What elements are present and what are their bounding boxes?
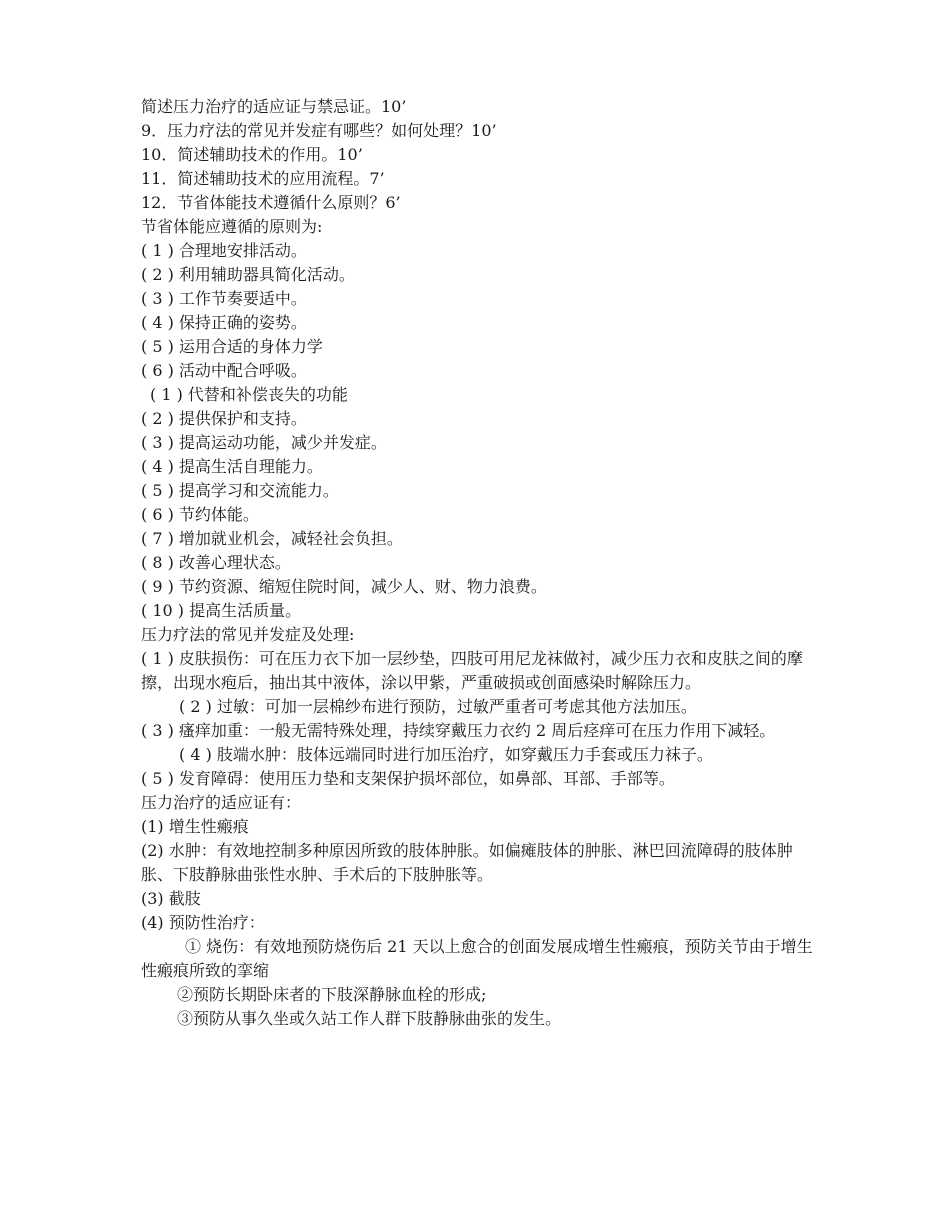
list-item: ( 2 ) 提供保护和支持。 [141, 409, 307, 428]
question-9: 9．压力疗法的常见并发症有哪些？如何处理？10’ [141, 121, 497, 140]
list-item: ( 3 ) 瘙痒加重：一般无需特殊处理，持续穿戴压力衣约 2 周后痉痒可在压力作用下减轻。 [141, 721, 776, 740]
list-item: ( 7 ) 增加就业机会，减轻社会负担。 [141, 529, 403, 548]
list-item: ( 4 ) 提高生活自理能力。 [141, 457, 323, 476]
list-item: (3) 截肢 [141, 889, 201, 908]
list-item: ( 2 ) 利用辅助器具简化活动。 [141, 265, 355, 284]
list-item: ( 1 ) 代替和补偿丧失的功能 [150, 385, 348, 404]
sub-item: ③预防从事久坐或久站工作人群下肢静脉曲张的发生。 [177, 1009, 562, 1028]
list-item: (4) 预防性治疗： [141, 913, 265, 932]
list-item: ( 8 ) 改善心理状态。 [141, 553, 291, 572]
question-11: 11．简述辅助技术的应用流程。7’ [141, 169, 385, 188]
question-12: 12．节省体能技术遵循什么原则？6’ [141, 193, 401, 212]
section-heading: 节省体能应遵循的原则为: [141, 217, 323, 236]
list-item: ( 1 ) 皮肤损伤：可在压力衣下加一层纱垫，四肢可用尼龙袜做衬，减少压力衣和皮肤之间的摩擦，出现水疱后，抽出其中液体，涂以甲紫，严重破损或创面感染时解除压力。 [141, 649, 803, 692]
list-item: (1) 增生性瘢痕 [141, 817, 249, 836]
list-item: ( 6 ) 活动中配合呼吸。 [141, 361, 307, 380]
question-10: 10．简述辅助技术的作用。10’ [141, 145, 363, 164]
list-item: ( 6 ) 节约体能。 [141, 505, 259, 524]
sub-item: ① 烧伤：有效地预防烧伤后 21 天以上愈合的创面发展成增生性瘢痕，预防关节由于增生性瘢痕所致的挛缩 [141, 937, 813, 980]
list-item: ( 10 ) 提高生活质量。 [141, 601, 302, 620]
list-item: ( 1 ) 合理地安排活动。 [141, 241, 307, 260]
section-heading: 压力疗法的常见并发症及处理: [141, 625, 355, 644]
list-item: ( 5 ) 发育障碍：使用压力垫和支架保护损坏部位，如鼻部、耳部、手部等。 [141, 769, 675, 788]
document-body [141, 95, 821, 1031]
list-item: ( 4 ) 肢端水肿：肢体远端同时进行加压治疗，如穿戴压力手套或压力袜子。 [179, 745, 713, 764]
list-item: ( 9 ) 节约资源、缩短住院时间，减少人、财、物力浪费。 [141, 577, 547, 596]
list-item: ( 4 ) 保持正确的姿势。 [141, 313, 307, 332]
list-item: (2) 水肿：有效地控制多种原因所致的肢体肿胀。如偏瘫肢体的肿胀、淋巴回流障碍的肢体肿胀、下肢静脉曲张性水肿、手术后的下肢肿胀等。 [141, 841, 793, 884]
list-item: ( 3 ) 提高运动功能，减少并发症。 [141, 433, 387, 452]
text-line: 简述压力治疗的适应证与禁忌证。10’ [141, 97, 407, 116]
list-item: ( 2 ) 过敏：可加一层棉纱布进行预防，过敏严重者可考虑其他方法加压。 [179, 697, 697, 716]
section-heading: 压力治疗的适应证有： [141, 793, 302, 812]
list-item: ( 5 ) 提高学习和交流能力。 [141, 481, 339, 500]
list-item: ( 5 ) 运用合适的身体力学 [141, 337, 323, 356]
sub-item: ②预防长期卧床者的下肢深静脉血栓的形成; [177, 985, 487, 1004]
list-item: ( 3 ) 工作节奏要适中。 [141, 289, 307, 308]
